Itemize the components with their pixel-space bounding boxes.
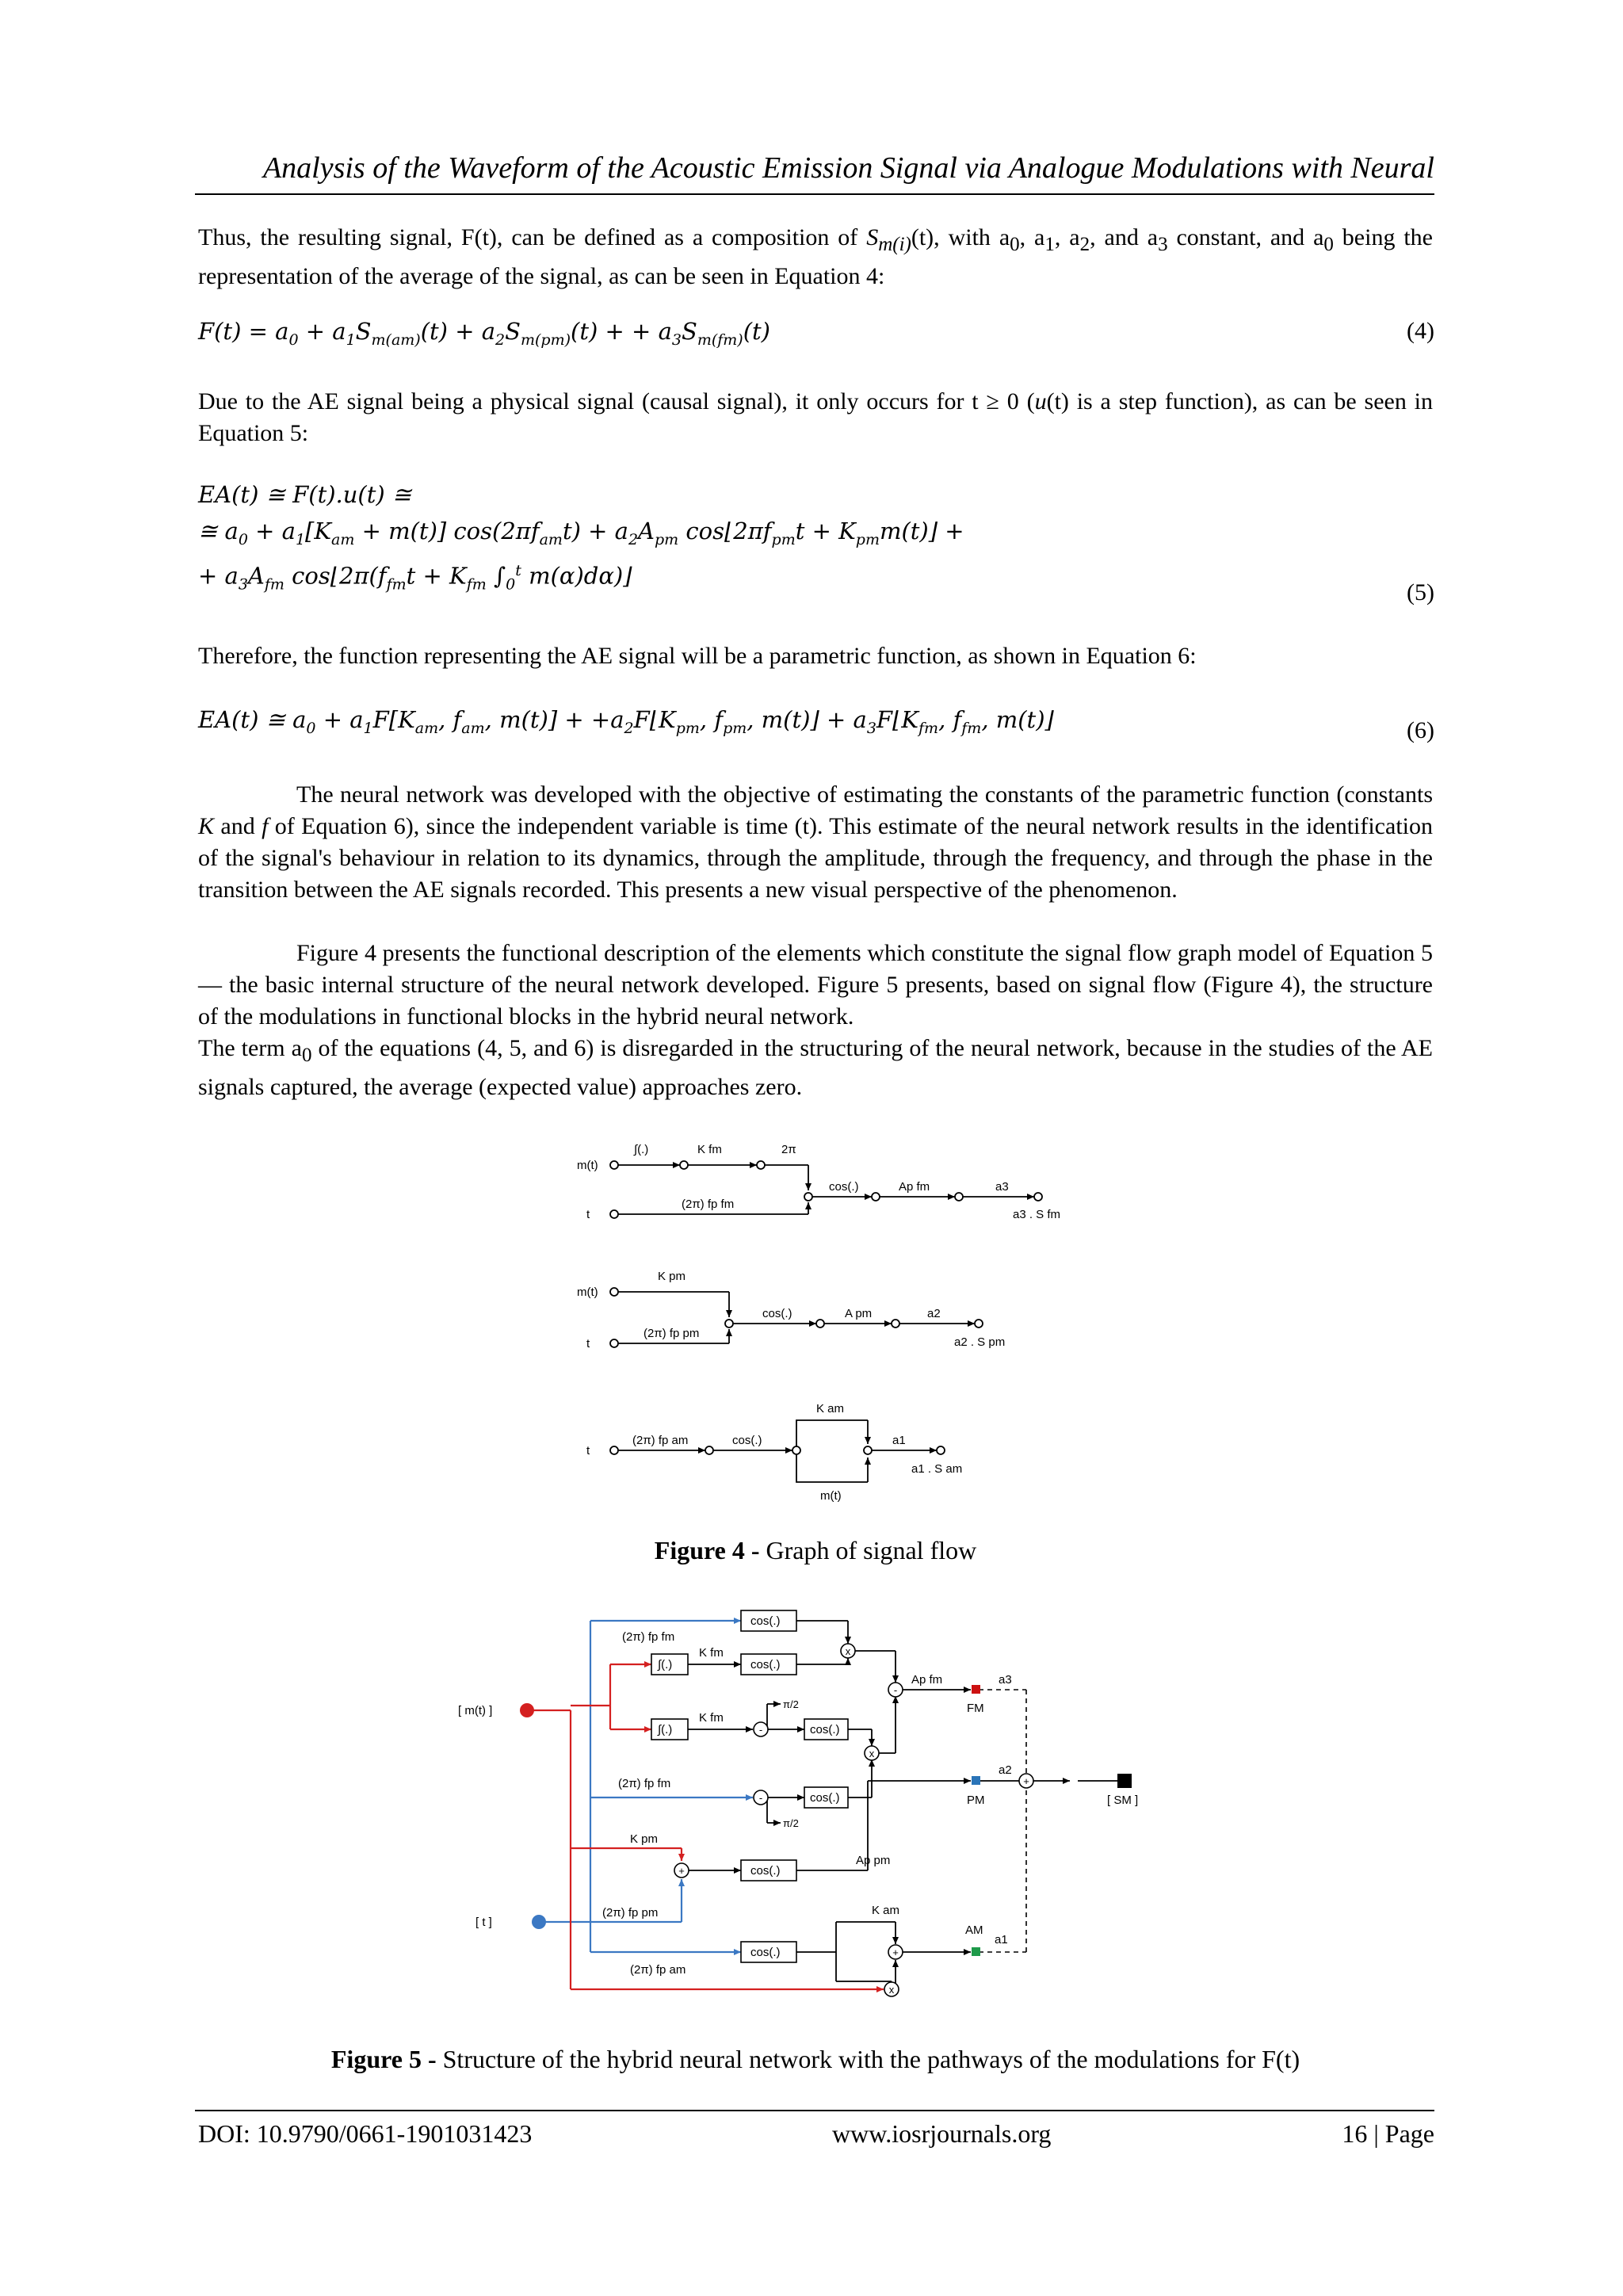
figure-4-signal-flow-graph (555, 1133, 1094, 1514)
fig5-t-source-node (532, 1915, 546, 1929)
fig5-sm-output-marker (1117, 1774, 1132, 1788)
footer-page-number: 16 | Page (1342, 2119, 1434, 2148)
figure-4-caption: Figure 4 - Graph of signal flow (654, 1536, 977, 1564)
fig5-op-multiply-2: x (869, 1748, 875, 1759)
text-run: (t), with a (911, 224, 1010, 250)
fig5-cos-2: cos(.) (750, 1658, 781, 1671)
paragraph-a0-term: The term $a_0$ of the equations (4, 5, and 6) is disregarded in the structuring of the neural network, because in the studies of the AE signals captured, the average (expected value) approaches zero. (198, 1035, 1433, 1100)
fig5-op-minus-3: - (758, 1792, 763, 1804)
fig4-twopi: 2π (781, 1143, 796, 1156)
paragraph-intro: Thus, the resulting signal, F(t), can be defined as a composition of $S_{m(i)}(t)$, with $a_0$, $a_1$, $a_2$, and $a_3$ constant, and $a_0$ being the representation of the average of the signal, as can be seen in Equation 4: (198, 224, 1434, 289)
fig5-integral-1: ∫(.) (658, 1658, 673, 1671)
fig5-am-marker (972, 1947, 980, 1956)
fig5-kfm-1: K fm (699, 1646, 724, 1660)
symbol-s: $S_{m(i)}$ (866, 224, 911, 255)
equation-5-line-2: ≅ $a_0 + a_1[K_{am} + m(t)] \cos(2\pi f_{am}t) + a_2A_{pm}$ $\cos⌊2\pi f_{pm}t$ + $K_{pm}m(t)⌋$ + (198, 518, 964, 548)
fig4-fm-input-m: m(t) (577, 1159, 598, 1172)
fig4-fm-input-t: t (586, 1208, 590, 1221)
fig5-appm: Ap pm (856, 1854, 891, 1867)
fig5-op-minus-1: - (893, 1684, 898, 1696)
fig4-apfm: Ap fm (899, 1180, 930, 1194)
equation-number-4: (4) (1407, 318, 1434, 344)
fig5-kam: K am (872, 1904, 900, 1917)
equation-5-line-1: EA(t) ≅ F(t).u(t) ≅ (198, 481, 412, 508)
fig5-fp-fm-top: (2π) fp fm (622, 1630, 675, 1644)
paragraph-parametric: Therefore, the function representing the AE signal will be a parametric function, as shown in Equation 6: (198, 643, 1197, 669)
equation-4: $F(t) = a_0 + a_1S_{m(am)}(t) + a_2S_{m(pm)}(t)$ + + $a_3S_{m(fm)}(t)$ (198, 318, 771, 349)
fig4-cos-fm: cos(.) (829, 1180, 859, 1194)
fig5-fm-marker (972, 1685, 980, 1694)
fig4-apm: A pm (845, 1307, 873, 1320)
fig4-integral: ∫(.) (634, 1143, 649, 1156)
figure-5-caption: Figure 5 - Structure of the hybrid neural network with the pathways of the modulations for F(t) (330, 2045, 1300, 2073)
fig4-a3: a3 (995, 1180, 1009, 1194)
fig5-op-multiply-3: x (888, 1984, 895, 1996)
equation-number-5: (5) (1407, 579, 1434, 606)
fig5-fp-fm-mid: (2π) fp fm (618, 1777, 671, 1790)
fig5-input-m: [ m(t) ] (458, 1704, 493, 1717)
figure-5-hybrid-network (452, 1593, 1181, 2013)
header-rule (195, 193, 1434, 195)
fig5-cos-4: cos(.) (810, 1791, 840, 1805)
fig5-fp-am: (2π) fp am (630, 1963, 686, 1977)
fig4-am-output: a1 . S am (911, 1462, 963, 1476)
fig5-pm-marker (972, 1776, 980, 1785)
fig4-kfm: K fm (697, 1143, 722, 1156)
fig5-op-minus-2: - (758, 1724, 763, 1736)
fig5-cos-3: cos(.) (810, 1723, 840, 1736)
fig5-cos-1: cos(.) (750, 1614, 781, 1628)
fig4-pm-input-t: t (586, 1337, 590, 1350)
fig5-op-multiply-1: x (845, 1645, 851, 1657)
fig5-pm-label: PM (967, 1794, 985, 1807)
fig4-cos-pm: cos(.) (762, 1307, 792, 1320)
equation-5-line-3: + $a_3A_{fm}$ $\cos⌊2\pi(f_{fm}t + K_{fm}$ $\int_0^t$ m(α)dα)⌋ (198, 562, 632, 594)
fig5-op-plus-3: + (1023, 1775, 1029, 1787)
fig5-a2: a2 (999, 1763, 1012, 1777)
paragraph-neural-network: The neural network was developed with the objective of estimating the constants of the parametric function (constants K and f of Equation 6), since the independent variable is time (t). This estimate of the neural network results in the identification of the signal's behaviour in relation to its dynamics, through the amplitude, through the frequency, and through the phase in the transition between the AE signals recorded. This presents a new visual perspective of the phenomenon. (198, 781, 1433, 903)
footer-rule (195, 2110, 1434, 2111)
fig4-pm-output: a2 . S pm (954, 1335, 1006, 1349)
equation-number-6: (6) (1407, 717, 1434, 743)
fig5-kpm: K pm (630, 1832, 659, 1846)
fig5-halfpi-2: π/2 (783, 1817, 799, 1829)
fig5-fm-label: FM (967, 1702, 984, 1715)
fig5-a1: a1 (995, 1933, 1008, 1946)
fig4-fp-pm: (2π) fp pm (643, 1327, 700, 1340)
fig4-kpm: K pm (658, 1270, 686, 1283)
running-header: Analysis of the Waveform of the Acoustic Emission Signal via Analogue Modulations with Neural (262, 151, 1434, 185)
fig4-fm-output: a3 . S fm (1013, 1208, 1061, 1221)
fig4-fp-fm: (2π) fp fm (682, 1198, 735, 1211)
fig4-am-m: m(t) (820, 1489, 842, 1503)
fig4-cos-am: cos(.) (732, 1434, 762, 1447)
footer-doi: DOI: 10.9790/0661-1901031423 (198, 2119, 533, 2148)
fig5-op-plus-1: + (678, 1865, 685, 1877)
fig5-fp-pm: (2π) fp pm (602, 1906, 659, 1920)
fig5-a3: a3 (999, 1673, 1012, 1687)
paragraph-causal: Due to the AE signal being a physical signal (causal signal), it only occurs for t ≥ 0 (u(t) is a step function), as can be seen in Equation 5: (198, 388, 1434, 446)
fig4-kam: K am (816, 1402, 845, 1415)
fig5-cos-5: cos(.) (750, 1864, 781, 1878)
footer-site-link[interactable]: www.iosrjournals.org (832, 2119, 1052, 2148)
fig5-apfm: Ap fm (911, 1673, 943, 1687)
fig5-kfm-2: K fm (699, 1711, 724, 1725)
fig5-sm-output: [ SM ] (1107, 1794, 1139, 1807)
fig4-a2: a2 (927, 1307, 941, 1320)
text-run: Thus, the resulting signal, F(t), can be defined as a composition of (198, 224, 867, 250)
fig5-integral-2: ∫(.) (658, 1723, 673, 1736)
fig5-cos-6: cos(.) (750, 1946, 781, 1959)
fig5-am-label: AM (965, 1924, 983, 1937)
fig4-am-input-t: t (586, 1444, 590, 1457)
fig5-halfpi-1: π/2 (783, 1698, 799, 1710)
fig4-pm-input-m: m(t) (577, 1286, 598, 1299)
fig4-a1: a1 (892, 1434, 906, 1447)
paragraph-figures: Figure 4 presents the functional description of the elements which constitute the signal flow graph model of Equation 5 — the basic internal structure of the neural network developed. Figure 5 presents, based on signal flow (Figure 4), the structure of the modulations in functional blocks in the hybrid neural network. (198, 940, 1433, 1030)
fig4-fp-am: (2π) fp am (632, 1434, 689, 1447)
equation-6: EA(t) ≅ $a_0 + a_1F[K_{am}$, $f_{am}$, $m(t)] + +a_2F⌊K_{pm}$, $f_{pm}$, m(t)⌋ + $a_3F⌊K_{fm}$, $f_{fm}$, m(t)⌋ (198, 706, 1054, 737)
fig5-op-plus-2: + (892, 1946, 899, 1958)
fig5-input-t: [ t ] (475, 1916, 492, 1929)
fig5-mt-source-node (520, 1703, 534, 1717)
